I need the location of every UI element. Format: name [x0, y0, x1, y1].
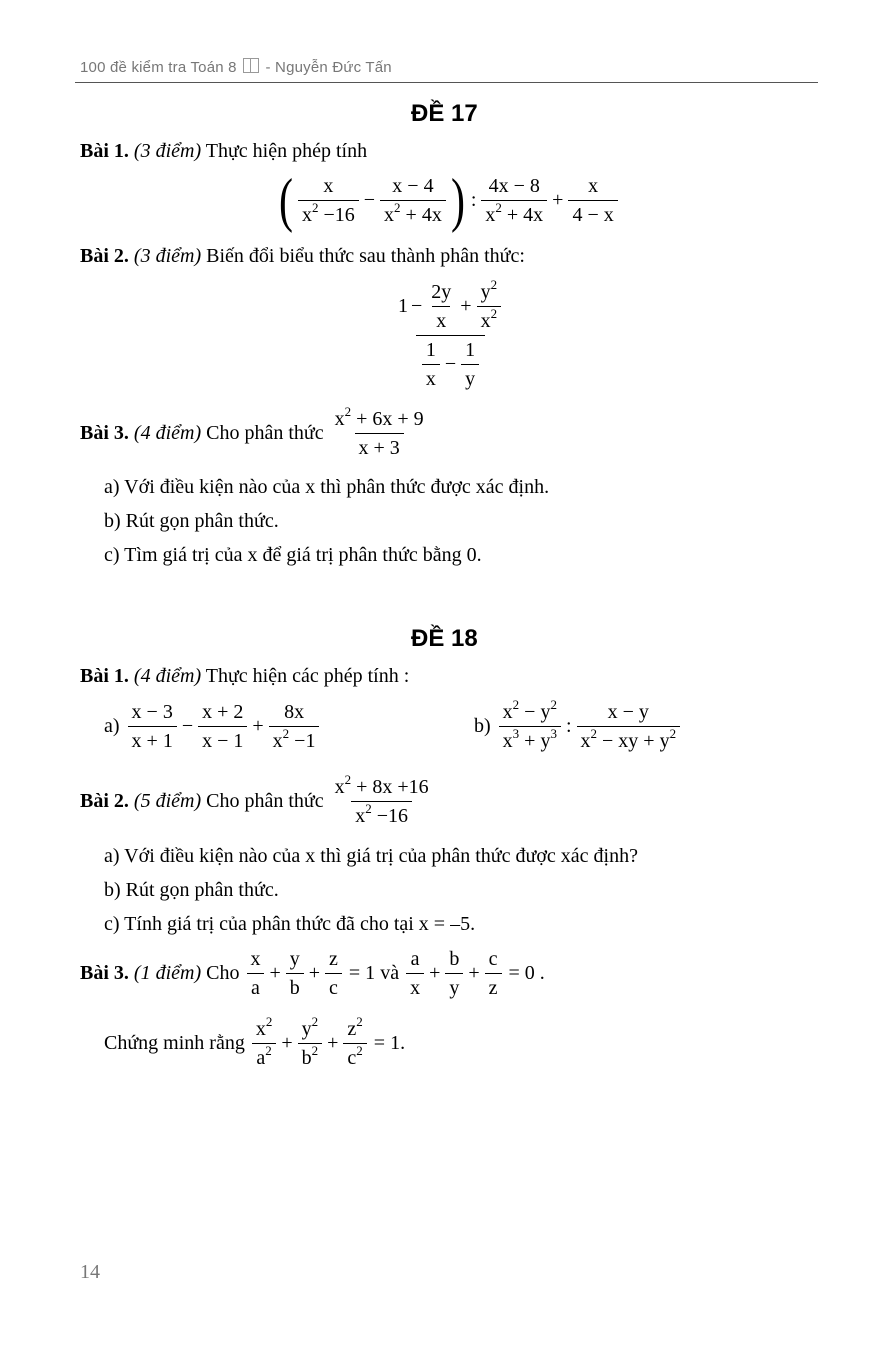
de17-bai3-label: Bài 3.	[80, 422, 129, 444]
de17-bai3-item-c: c) Tìm giá trị của x để giá trị phân thức bằng 0.	[104, 544, 482, 566]
de18-bai2-heading	[80, 773, 435, 830]
de18-bai2-fraction: $\frac{x^2 + 8x +16}{x^2 -16}$	[331, 773, 433, 830]
de17-bai2-heading	[80, 245, 525, 268]
de18-bai2-label: Bài 2.	[80, 790, 129, 812]
de17-bai1-expression: ( $\frac{x}{x^2 -16}$ − $\frac{x - 4}{x^2 + 4x}$ ) : $\frac{4x - 8}{x^2 + 4x}$ + $\frac{x}{4 - x}$	[276, 170, 620, 230]
page-number: 14	[80, 1261, 100, 1283]
de17-bai3-fraction: $\frac{x^2 + 6x + 9}{x + 3}$	[331, 405, 428, 462]
de17-bai2-expression: 1 − $\frac{2y}{x}$ + $\frac{y^2}{x^2}$ $\frac{1}{x}$ − $\frac{1}{y}$	[392, 278, 509, 393]
de18-bai3-prove-text: Chứng minh rằng	[104, 1032, 245, 1054]
running-header	[80, 58, 392, 76]
de18-bai3-and: và	[380, 962, 400, 984]
author-name: - Nguyễn Đức Tấn	[265, 59, 392, 76]
exam-17-title: ĐỀ 17	[411, 100, 478, 127]
de18-bai2-text: Cho phân thức	[206, 790, 324, 812]
de18-bai2-item-c: c) Tính giá trị của phân thức đã cho tại x = –5.	[104, 913, 476, 935]
de18-bai1-text: Thực hiện các phép tính :	[205, 665, 410, 687]
de17-bai3-heading	[80, 405, 430, 462]
de18-bai3-label: Bài 3.	[80, 962, 129, 984]
book-icon	[243, 58, 259, 73]
de18-bai1-part-b: b) $\frac{x^2 - y^2}{x^3 + y^3}$ : $\frac{x - y}{x^2 - xy + y^2}$	[474, 698, 682, 755]
de18-bai3-text: Cho	[206, 962, 240, 984]
de18-bai1-part-a: a) $\frac{x - 3}{x + 1}$ − $\frac{x + 2}{x - 1}$ + $\frac{8x}{x^2 -1}$	[104, 698, 321, 755]
de18-bai1-label: Bài 1.	[80, 665, 129, 687]
de17-bai3-points: (4 điểm)	[133, 422, 202, 444]
de18-bai2-item-a: a) Với điều kiện nào của x thì giá trị của phân thức được xác định?	[104, 845, 638, 867]
de17-bai2-points: (3 điểm)	[133, 245, 202, 267]
de17-bai1-text: Thực hiện phép tính	[205, 140, 368, 162]
de18-bai2-points: (5 điểm)	[133, 790, 202, 812]
de18-bai3-heading: Bài 3. (1 điểm) Cho $\frac{x}{a}$ + $\frac{y}{b}$ + $\frac{z}{c}$ = 1 và $\frac{a}{x}$ + $\frac{b}{y}$ + $\frac{c}{z}$ = 0 .	[80, 945, 545, 1002]
de17-bai1-points: (3 điểm)	[133, 140, 202, 162]
de18-bai1-b-label: b)	[474, 715, 491, 737]
de18-bai1-points: (4 điểm)	[133, 665, 202, 687]
de17-bai1-heading	[80, 140, 367, 163]
de18-bai3-points: (1 điểm)	[133, 962, 202, 984]
header-divider	[75, 82, 818, 83]
de18-bai2-item-b: b) Rút gọn phân thức.	[104, 879, 279, 901]
de18-bai1-a-label: a)	[104, 715, 120, 737]
de18-bai3-prove: Chứng minh rằng $\frac{x^2}{a^2}$ + $\frac{y^2}{b^2}$ + $\frac{z^2}{c^2}$ = 1.	[104, 1015, 405, 1072]
de17-bai3-item-b: b) Rút gọn phân thức.	[104, 510, 279, 532]
de17-bai2-text: Biến đổi biểu thức sau thành phân thức:	[206, 245, 525, 267]
de17-bai3-text: Cho phân thức	[206, 422, 324, 444]
de17-bai3-item-a: a) Với điều kiện nào của x thì phân thức được xác định.	[104, 476, 550, 498]
exam-18-title: ĐỀ 18	[411, 625, 478, 652]
de17-bai2-label: Bài 2.	[80, 245, 129, 267]
de17-bai1-label: Bài 1.	[80, 140, 129, 162]
de18-bai1-heading	[80, 665, 409, 688]
book-title: 100 đề kiểm tra Toán 8	[80, 59, 237, 76]
